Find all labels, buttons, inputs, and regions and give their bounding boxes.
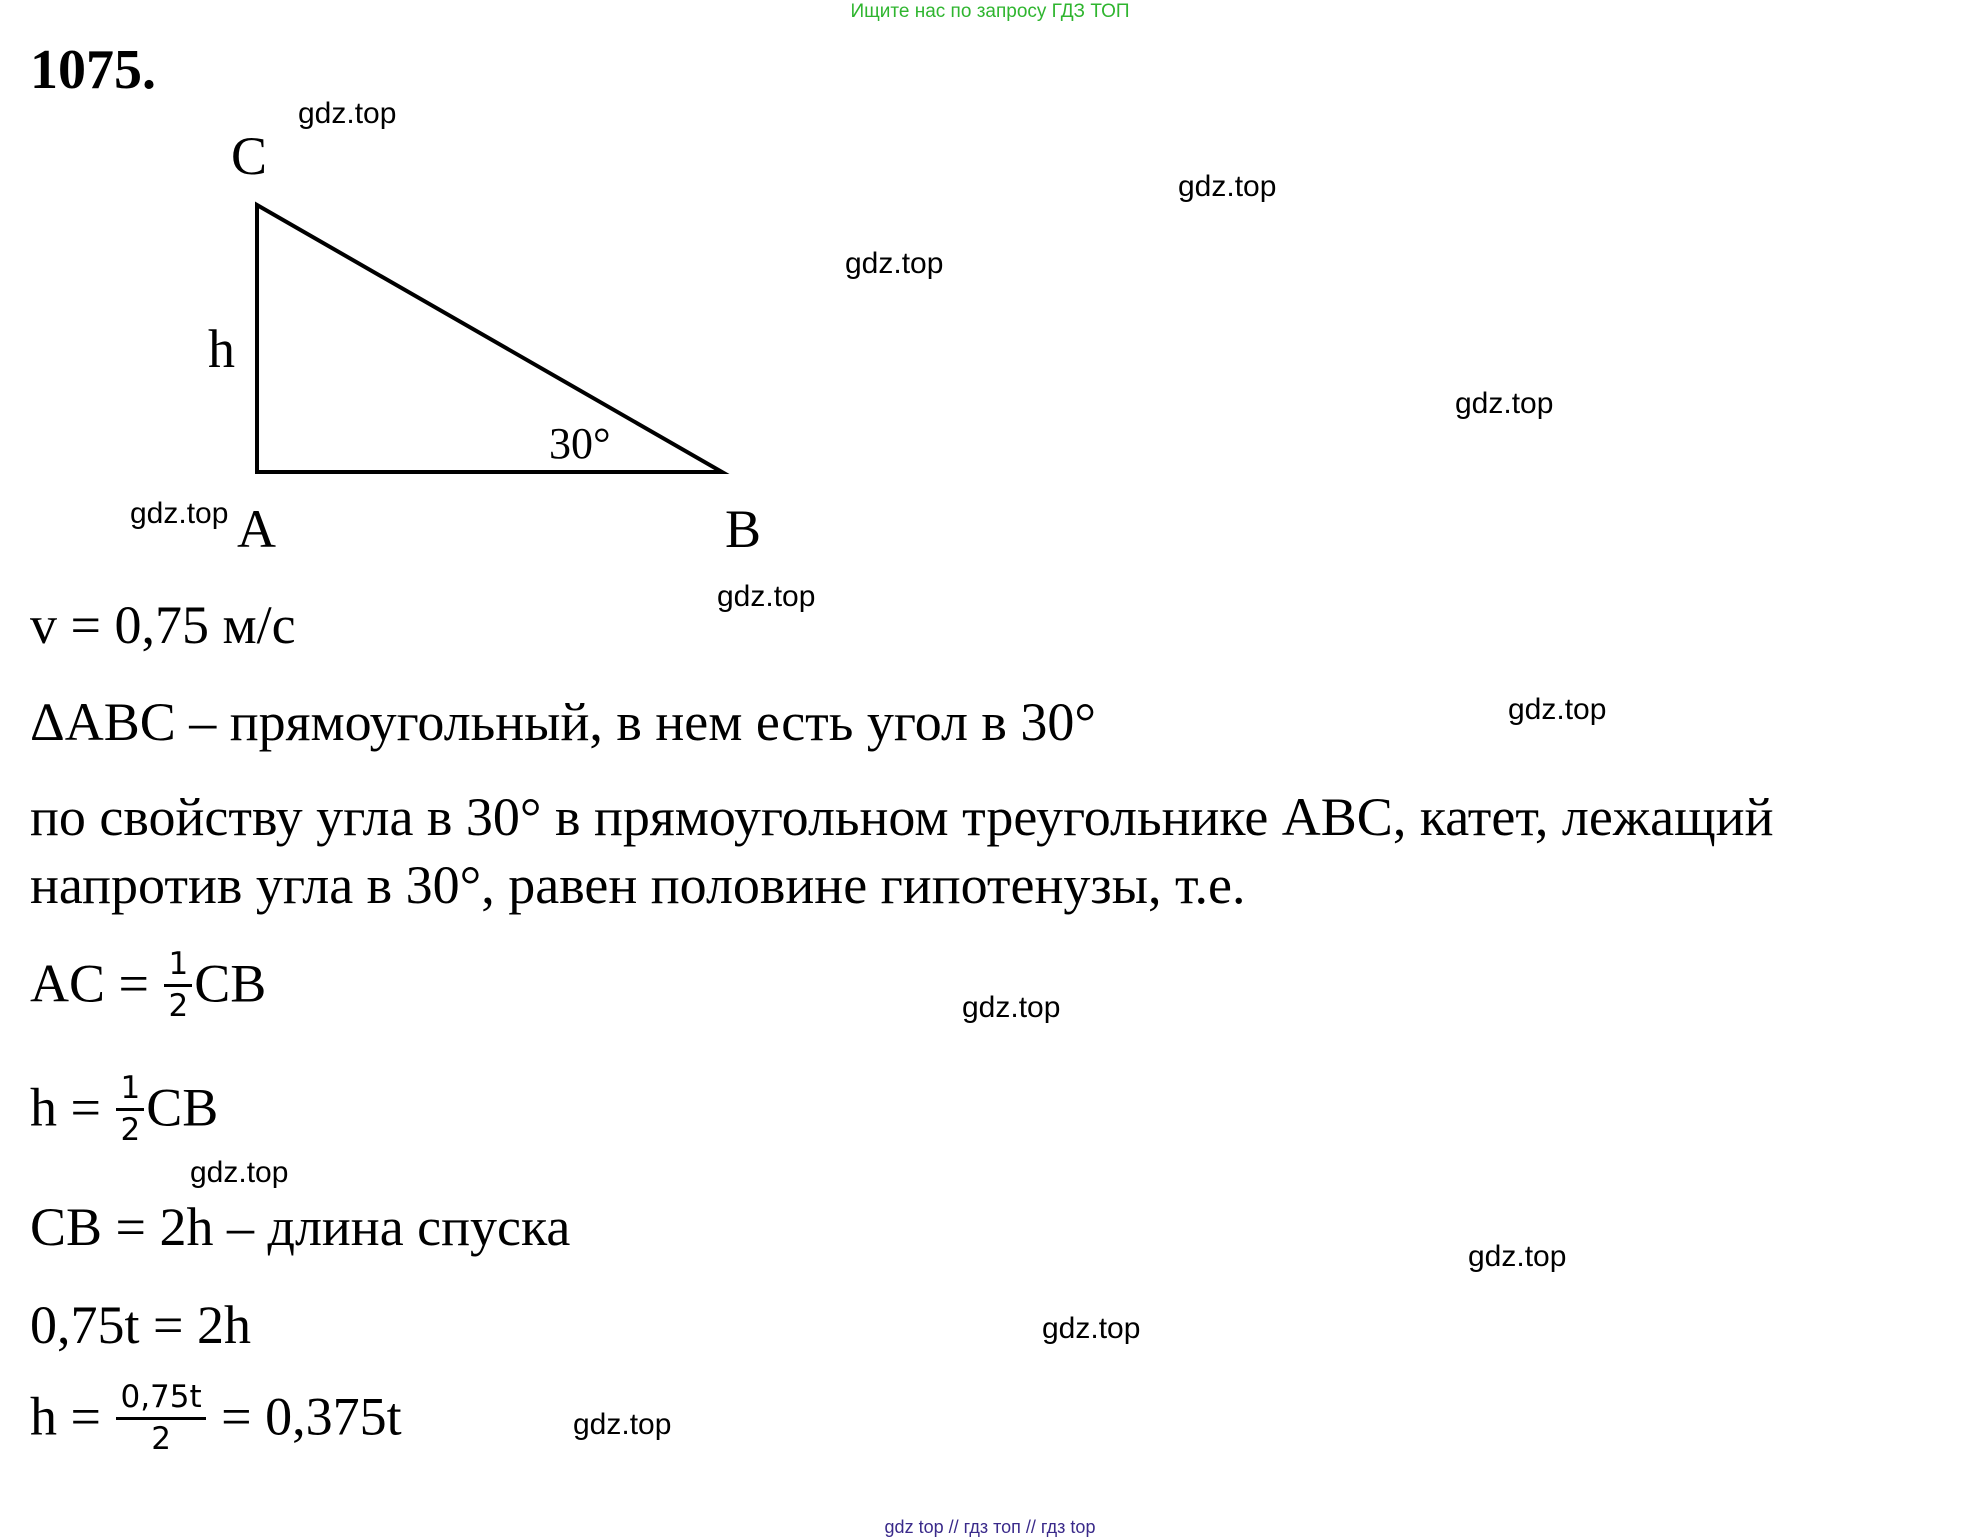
footer-watermark: gdz top // гдз топ // гдз top bbox=[884, 1517, 1096, 1537]
ac-equation bbox=[30, 946, 267, 1026]
vertex-b-label: B bbox=[725, 499, 762, 559]
h-equation-left: h = bbox=[30, 1077, 115, 1138]
fraction-one-half bbox=[116, 1072, 144, 1146]
fraction-denominator: 2 bbox=[120, 1111, 141, 1148]
cb-length-statement: CB = 2h – длина спуска bbox=[30, 1197, 571, 1257]
h-final-right: = 0,375t bbox=[207, 1386, 402, 1447]
fraction-denominator: 2 bbox=[151, 1420, 171, 1457]
h-equation bbox=[30, 1070, 219, 1150]
watermark: gdz.top bbox=[962, 991, 1061, 1024]
triangle-right-statement: ΔABC – прямоугольный, в нем есть угол в 30° bbox=[30, 692, 1097, 752]
property-line-2: напротив угла в 30°, равен половине гипотенузы, т.е. bbox=[30, 855, 1246, 915]
h-final-equation bbox=[30, 1379, 402, 1459]
fraction-one-half bbox=[164, 948, 192, 1022]
watermark: gdz.top bbox=[190, 1156, 289, 1189]
ac-equation-right: CB bbox=[194, 953, 267, 1014]
watermark: gdz.top bbox=[717, 580, 816, 613]
watermark: gdz.top bbox=[1042, 1312, 1141, 1345]
fraction-numerator: 1 bbox=[116, 1072, 144, 1111]
watermark: gdz.top bbox=[1455, 387, 1554, 420]
fraction-numerator: 1 bbox=[164, 948, 192, 987]
fraction-denominator: 2 bbox=[168, 987, 189, 1024]
h-equation-right: CB bbox=[146, 1077, 219, 1138]
speed-given: v = 0,75 м/с bbox=[30, 595, 296, 655]
top-banner: Ищите нас по запросу ГДЗ ТОП bbox=[850, 1, 1130, 22]
triangle-abc bbox=[257, 205, 722, 472]
vertex-a-label: A bbox=[237, 499, 276, 559]
ac-equation-left: AC = bbox=[30, 953, 163, 1014]
triangle-figure bbox=[0, 0, 760, 560]
watermark: gdz.top bbox=[1468, 1240, 1567, 1273]
watermark: gdz.top bbox=[1508, 693, 1607, 726]
property-line-1: по свойству угла в 30° в прямоугольном треугольнике ABC, катет, лежащий bbox=[30, 787, 1774, 847]
watermark: gdz.top bbox=[298, 97, 397, 130]
watermark: gdz.top bbox=[1178, 170, 1277, 203]
watermark: gdz.top bbox=[573, 1408, 672, 1441]
fraction-numerator: 0,75t bbox=[116, 1381, 205, 1420]
problem-number: 1075. bbox=[30, 39, 156, 101]
h-final-left: h = bbox=[30, 1386, 115, 1447]
angle-30-label: 30° bbox=[549, 419, 611, 468]
watermark: gdz.top bbox=[130, 497, 229, 530]
vertex-c-label: C bbox=[231, 126, 268, 186]
fraction-075t-over-2 bbox=[116, 1381, 205, 1455]
side-h-label: h bbox=[208, 319, 235, 379]
watermark: gdz.top bbox=[845, 247, 944, 280]
distance-equation: 0,75t = 2h bbox=[30, 1295, 251, 1355]
